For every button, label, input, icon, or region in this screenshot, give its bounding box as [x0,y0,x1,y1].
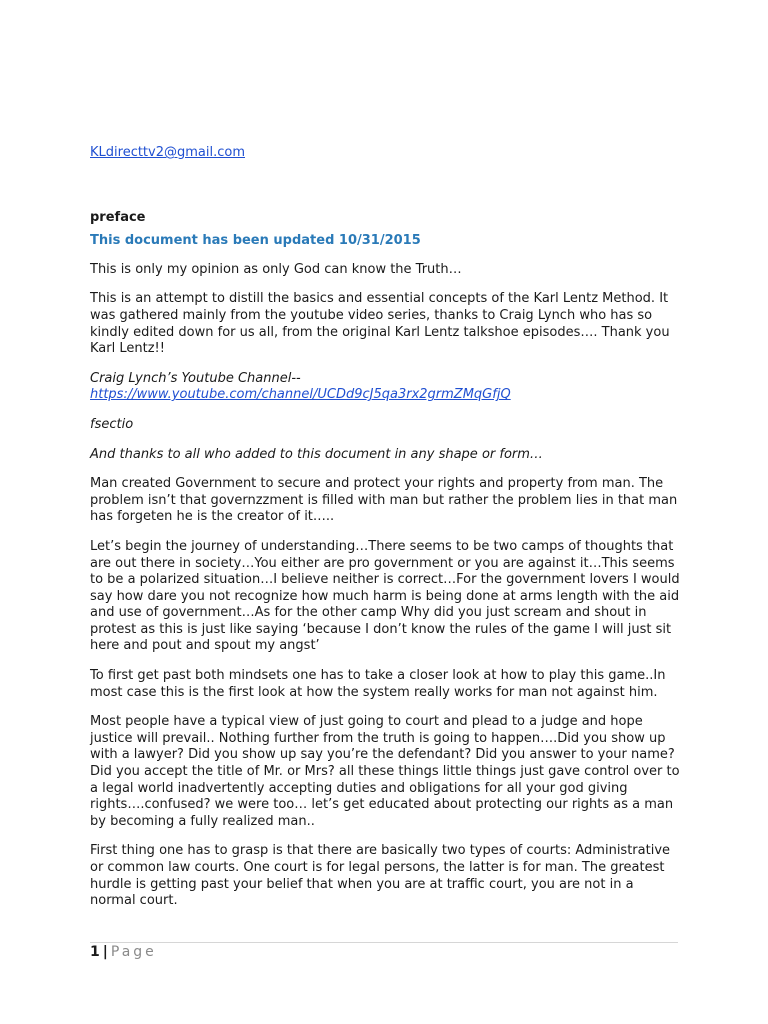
journey-paragraph: Let’s begin the journey of understanding…There seems to be two camps of thoughts that are out there in society…You either are pro government or you are against it…This seems to be a polarized situation…I believe neither is correct…For the government lovers I would say how dare you not recognize how much harm is being done at arms length with the aid and use of government…As for the other camp Why did you just scream and shout in protest as this is just like saying ‘because I don’t know the rules of the game I will just sit here and pout and spout my angst’ [90,538,680,654]
mindsets-paragraph: To first get past both mindsets one has to take a closer look at how to play this game..In most case this is the first look at how the system really works for man not against him. [90,668,666,700]
page-number: 1 [90,944,100,960]
court-view-paragraph: Most people have a typical view of just going to court and plead to a judge and hope justice will prevail.. Nothing further from the truth is going to happen….Did you show up with a lawyer? Did you show up say you’re the defendant? Did you answer to your name? Did you accept the title of Mr. or Mrs? all these things little things just gave control over to a legal world inadvertently accepting duties and obligations for all your god giving rights….confused? we were too… let’s get educated about protecting our rights as a man by becoming a fully realized man.. [90,714,680,829]
email-line [90,145,680,162]
page-footer [90,943,157,961]
channel-label: Craig Lynch’s Youtube Channel-- [90,370,301,386]
opinion-paragraph: This is only my opinion as only God can know the Truth… [90,261,462,277]
page-label: Page [110,944,157,960]
intro-paragraph: This is an attempt to distill the basics and essential concepts of the Karl Lentz Method. It was gathered mainly from the youtube video series, thanks to Craig Lynch who has so kindly edited down for us all, from the original Karl Lentz talkshoe episodes…. Thank you Karl Lentz!! [90,291,670,357]
footer-divider [90,942,678,943]
fsectio-text: fsectio [90,416,134,432]
thanks-paragraph: And thanks to all who added to this document in any shape or form… [90,446,543,462]
updated-heading: This document has been updated 10/31/2015 [90,233,421,249]
government-paragraph: Man created Government to secure and protect your rights and property from man. The problem isn’t that governzzment is filled with man but rather the problem lies in that man has forgeten he is the creator of it….. [90,476,678,525]
preface-heading: preface [90,209,146,225]
email-link[interactable]: KLdirecttv2@gmail.com [90,145,245,160]
footer-separator: | [102,944,108,960]
channel-paragraph [90,371,680,404]
channel-url-link[interactable]: https://www.youtube.com/channel/UCDd9cJ5qa3rx2grmZMqGfjQ [90,387,511,403]
court-types-paragraph: First thing one has to grasp is that there are basically two types of courts: Administrative or common law courts. One court is for legal persons, the latter is for man. The greatest hurdle is getting past your belief that when you are at traffic court, you are not in a normal court. [90,843,671,909]
document-body [90,145,680,923]
